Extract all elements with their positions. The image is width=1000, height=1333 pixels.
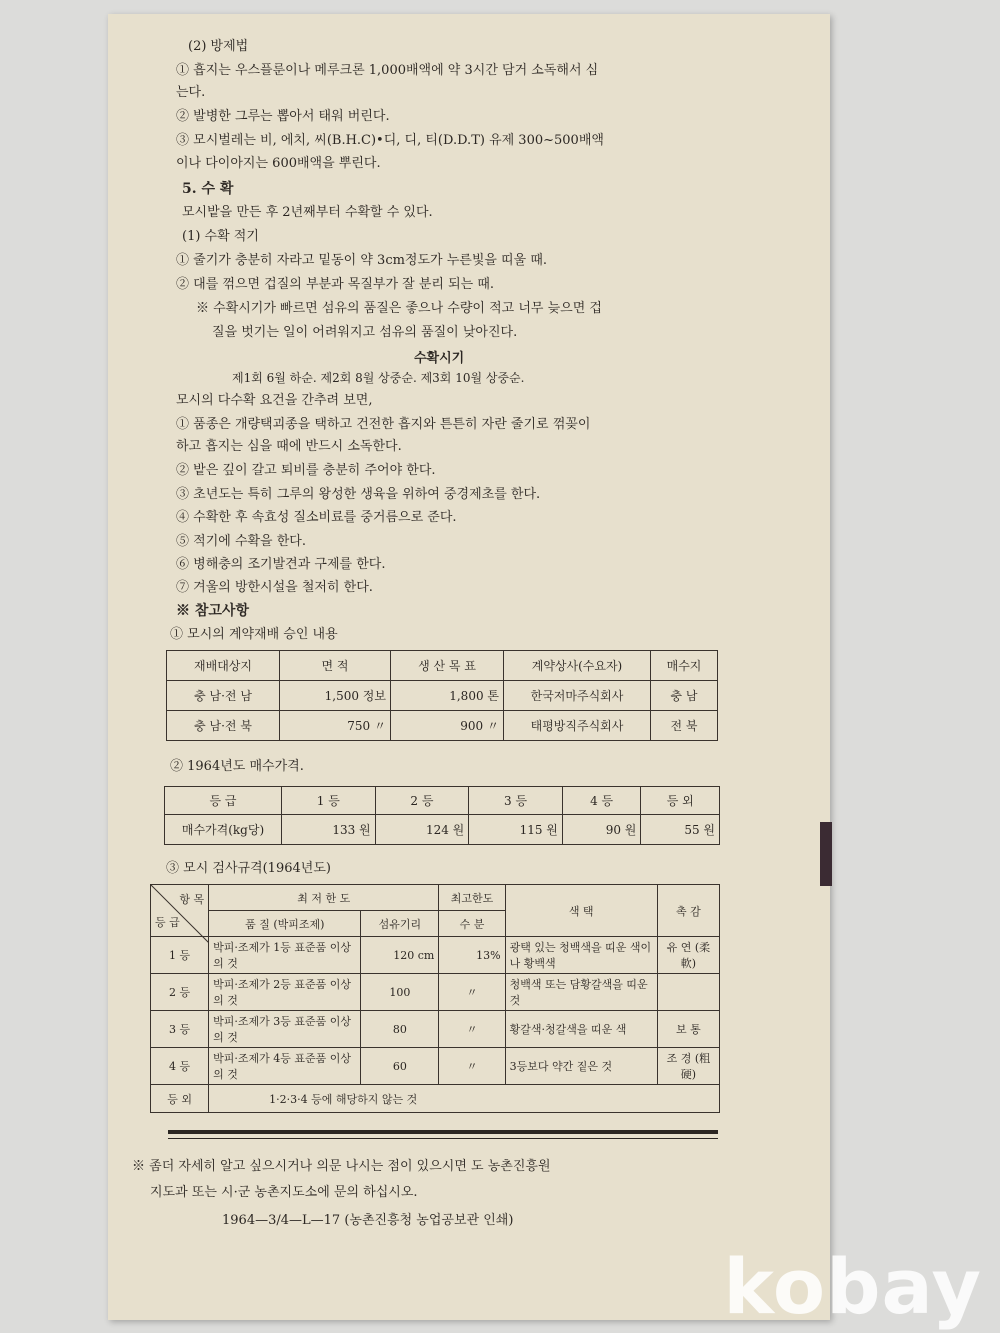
contract-header-cell: 생 산 목 표 bbox=[391, 651, 504, 681]
yield-item-1: ① 품종은 개량택괴종을 택하고 건전한 흡지와 튼튼히 자란 줄기로 꺾꽂이 bbox=[176, 417, 591, 432]
contract-cell: 1,500 정보 bbox=[280, 681, 391, 711]
grade-header-touch: 촉 감 bbox=[657, 885, 719, 937]
footer-note-cont: 지도과 또는 시·군 농촌지도소에 문의 하십시오. bbox=[150, 1185, 418, 1200]
reference-1-title: ① 모시의 계약재배 승인 내용 bbox=[170, 627, 338, 642]
grade-header-moisture: 수 분 bbox=[439, 911, 505, 937]
yield-item-7: ⑦ 겨울의 방한시설을 철저히 한다. bbox=[176, 580, 373, 595]
table-row bbox=[167, 681, 718, 711]
yield-item-2: ② 밭은 깊이 갈고 퇴비를 충분히 주어야 한다. bbox=[176, 463, 436, 478]
price-header-cell: 2 등 bbox=[375, 787, 469, 815]
grade-header-length: 섬유기리 bbox=[361, 911, 439, 937]
price-cell: 133 원 bbox=[282, 815, 376, 845]
grade-cell: 120 cm bbox=[361, 937, 439, 974]
grade-header-color: 색 택 bbox=[505, 885, 657, 937]
grade-cell: 1·2·3·4 등에 해당하지 않는 것 bbox=[209, 1085, 720, 1113]
price-header-cell: 1 등 bbox=[282, 787, 376, 815]
corner-bottom-label: 등 급 bbox=[155, 916, 180, 929]
grade-cell: 3등보다 약간 짙은 것 bbox=[505, 1048, 657, 1085]
control-item-3-cont: 이나 다이아지는 600배액을 뿌린다. bbox=[176, 156, 381, 171]
contract-cell: 750 〃 bbox=[280, 711, 391, 741]
reference-heading: ※ 참고사항 bbox=[176, 603, 249, 619]
price-row-label: 매수가격(kg당) bbox=[165, 815, 282, 845]
price-header-cell: 4 등 bbox=[562, 787, 641, 815]
reference-2-title: ② 1964년도 매수가격. bbox=[170, 759, 304, 774]
season-text: 제1회 6월 하순. 제2회 8월 상중순. 제3회 10월 상중순. bbox=[232, 371, 525, 385]
grade-cell: 60 bbox=[361, 1048, 439, 1085]
spine-mark bbox=[820, 822, 832, 886]
contract-cell: 충 남 bbox=[651, 681, 718, 711]
grade-table bbox=[150, 884, 720, 1113]
yield-item-6: ⑥ 병해충의 조기발견과 구제를 한다. bbox=[176, 557, 386, 572]
grade-cell: 〃 bbox=[439, 1048, 505, 1085]
grade-corner-cell bbox=[151, 885, 209, 937]
harvest-heading: 5. 수 확 bbox=[182, 181, 234, 197]
price-cell: 124 원 bbox=[375, 815, 469, 845]
price-cell: 55 원 bbox=[641, 815, 720, 845]
grade-cell: 박피·조제가 3등 표준품 이상의 것 bbox=[209, 1011, 361, 1048]
contract-cell: 충 남·전 남 bbox=[167, 681, 280, 711]
price-header-cell: 등 외 bbox=[641, 787, 720, 815]
table-row bbox=[151, 974, 720, 1011]
grade-header-min: 최 저 한 도 bbox=[209, 885, 439, 911]
corner-top-label: 항 목 bbox=[179, 893, 205, 906]
yield-item-1-cont: 하고 흡지는 심을 때에 반드시 소독한다. bbox=[176, 439, 402, 454]
timing-heading: (1) 수확 적기 bbox=[182, 229, 259, 244]
contract-header-cell: 계약상사(수요자) bbox=[504, 651, 651, 681]
grade-cell: 광택 있는 청백색을 띠운 색이나 황백색 bbox=[505, 937, 657, 974]
price-table bbox=[164, 786, 720, 845]
grade-cell: 황갈색·청갈색을 띠운 색 bbox=[505, 1011, 657, 1048]
harvest-note: ※ 수확시기가 빠르면 섬유의 품질은 좋으나 수량이 적고 너무 늦으면 겁 bbox=[196, 301, 602, 316]
footer-rule-thin bbox=[168, 1138, 718, 1139]
table-row bbox=[151, 1048, 720, 1085]
footer-rule-thick bbox=[168, 1130, 718, 1134]
grade-cell: 박피·조제가 1등 표준품 이상의 것 bbox=[209, 937, 361, 974]
contract-header-cell: 재배대상지 bbox=[167, 651, 280, 681]
grade-cell: 박피·조제가 2등 표준품 이상의 것 bbox=[209, 974, 361, 1011]
price-cell: 115 원 bbox=[469, 815, 563, 845]
contract-cell: 900 〃 bbox=[391, 711, 504, 741]
grade-cell: 80 bbox=[361, 1011, 439, 1048]
grade-cell: 3 등 bbox=[151, 1011, 209, 1048]
harvest-note-cont: 질을 벗기는 일이 어려워지고 섬유의 품질이 낮아진다. bbox=[212, 325, 518, 340]
grade-cell: 등 외 bbox=[151, 1085, 209, 1113]
table-row bbox=[167, 711, 718, 741]
grade-cell: 보 통 bbox=[657, 1011, 719, 1048]
grade-cell: 2 등 bbox=[151, 974, 209, 1011]
contract-cell: 태평방직주식회사 bbox=[504, 711, 651, 741]
reference-3-title: ③ 모시 검사규격(1964년도) bbox=[166, 861, 331, 876]
harvest-intro: 모시밭을 만든 후 2년째부터 수확할 수 있다. bbox=[182, 205, 433, 220]
price-header-cell: 등 급 bbox=[165, 787, 282, 815]
grade-cell bbox=[657, 974, 719, 1011]
control-item-3: ③ 모시벌레는 비, 에치, 씨(B.H.C)•디, 디, 티(D.D.T) 유제 300~500배액 bbox=[176, 133, 604, 148]
table-row bbox=[151, 1011, 720, 1048]
contract-header-cell: 매수지 bbox=[651, 651, 718, 681]
yield-intro: 모시의 다수확 요건을 간추려 보면, bbox=[176, 393, 373, 408]
contract-cell: 1,800 톤 bbox=[391, 681, 504, 711]
contract-table bbox=[166, 650, 718, 741]
control-item-1-cont: 는다. bbox=[176, 85, 206, 100]
grade-cell: 유 연 (柔軟) bbox=[657, 937, 719, 974]
yield-item-4: ④ 수확한 후 속효성 질소비료를 중거름으로 준다. bbox=[176, 510, 457, 525]
yield-item-5: ⑤ 적기에 수확을 한다. bbox=[176, 534, 306, 549]
contract-cell: 전 북 bbox=[651, 711, 718, 741]
grade-cell: 1 등 bbox=[151, 937, 209, 974]
contract-cell: 한국저마주식회사 bbox=[504, 681, 651, 711]
table-row bbox=[151, 937, 720, 974]
grade-header-max: 최고한도 bbox=[439, 885, 505, 911]
grade-cell: 청백색 또는 담황갈색을 띠운 것 bbox=[505, 974, 657, 1011]
grade-cell: 조 경 (粗硬) bbox=[657, 1048, 719, 1085]
control-item-1: ① 흡지는 우스플룬이나 메루크론 1,000배액에 약 3시간 담거 소독해서 심 bbox=[176, 63, 599, 78]
contract-header-cell: 면 적 bbox=[280, 651, 391, 681]
contract-cell: 충 남·전 북 bbox=[167, 711, 280, 741]
price-cell: 90 원 bbox=[562, 815, 641, 845]
watermark-logo: kobay bbox=[723, 1242, 982, 1331]
table-row bbox=[151, 1085, 720, 1113]
timing-item-2: ② 대를 꺾으면 겁질의 부분과 목질부가 잘 분리 되는 때. bbox=[176, 277, 495, 292]
footer-note: ※ 좀더 자세히 알고 싶으시거나 의문 나시는 점이 있으시면 도 농촌진흥원 bbox=[132, 1159, 551, 1174]
table-row bbox=[165, 815, 720, 845]
grade-cell: 박피·조제가 4등 표준품 이상의 것 bbox=[209, 1048, 361, 1085]
grade-cell: 13% bbox=[439, 937, 505, 974]
timing-item-1: ① 줄기가 충분히 자라고 밑동이 약 3cm정도가 누른빛을 띠울 때. bbox=[176, 253, 548, 268]
grade-cell: 4 등 bbox=[151, 1048, 209, 1085]
grade-cell: 100 bbox=[361, 974, 439, 1011]
grade-cell: 〃 bbox=[439, 974, 505, 1011]
price-header-cell: 3 등 bbox=[469, 787, 563, 815]
season-title: 수확시기 bbox=[414, 351, 465, 366]
grade-header-quality: 품 질 (박피조제) bbox=[209, 911, 361, 937]
control-heading: (2) 방제법 bbox=[188, 39, 249, 54]
grade-cell: 〃 bbox=[439, 1011, 505, 1048]
control-item-2: ② 발병한 그루는 뽑아서 태워 버린다. bbox=[176, 109, 390, 124]
print-imprint: 1964—3/4—L—17 (농촌진흥청 농업공보관 인쇄) bbox=[222, 1213, 514, 1228]
yield-item-3: ③ 초년도는 특히 그루의 왕성한 생육을 위하여 중경제초를 한다. bbox=[176, 487, 541, 502]
